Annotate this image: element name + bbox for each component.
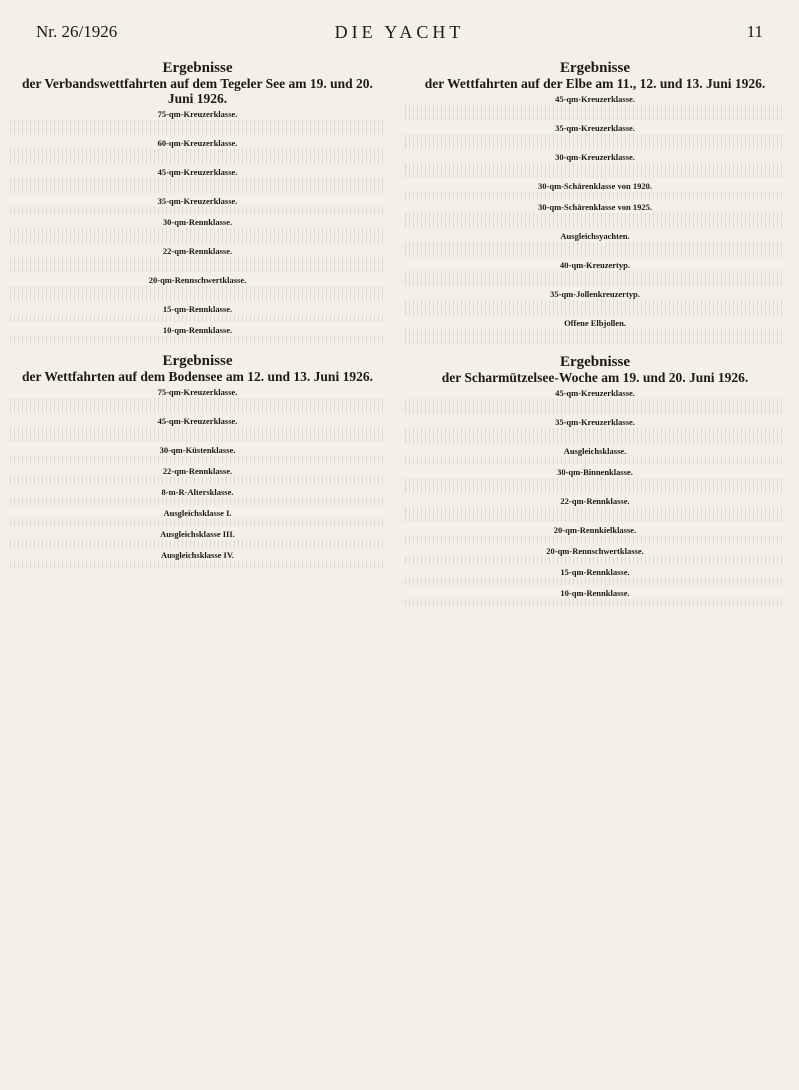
results-scharmuetzelsee: [405, 354, 785, 606]
left-column: [10, 60, 385, 578]
class-heading: Ausgleichsklasse I.: [163, 508, 232, 518]
class-heading: Ausgleichsklasse IV.: [160, 550, 235, 560]
class-heading: 8-m-R-Altersklasse.: [161, 487, 234, 497]
section-subtitle: der Scharmützelsee-Woche am 19. und 20. Juni 1926.: [441, 370, 749, 385]
class-heading: 30-qm-Schärenklasse von 1920.: [538, 181, 652, 191]
class-heading: 35-qm-Kreuzerklasse.: [555, 417, 635, 427]
class-heading: 60-qm-Kreuzerklasse.: [157, 138, 238, 148]
class-heading: 30-qm-Küstenklasse.: [159, 445, 236, 455]
results-elbe: [405, 60, 785, 344]
class-heading: Ausgleichsklasse III.: [160, 529, 235, 539]
class-heading: 20-qm-Rennkielklasse.: [553, 525, 637, 535]
class-heading: 22-qm-Rennklasse.: [162, 466, 233, 476]
section-subtitle: der Verbandswettfahrten auf dem Tegeler See am 19. und 20. Juni 1926.: [22, 76, 373, 106]
class-heading: 45-qm-Kreuzerklasse.: [555, 388, 635, 398]
class-heading: 15-qm-Rennklasse.: [560, 567, 630, 577]
class-heading: 30-qm-Kreuzerklasse.: [555, 152, 635, 162]
class-heading: 10-qm-Rennklasse.: [560, 588, 630, 598]
class-heading: Ausgleichsklasse.: [563, 446, 627, 456]
page-header: [36, 22, 763, 46]
section-subtitle: der Wettfahrten auf der Elbe am 11., 12. und 13. Juni 1926.: [424, 76, 766, 91]
results-tegel: [10, 60, 385, 343]
section-title: Ergebnisse: [162, 60, 233, 76]
class-heading: 22-qm-Rennklasse.: [560, 496, 630, 506]
right-column: [405, 60, 785, 616]
class-heading: 35-qm-Kreuzerklasse.: [157, 196, 238, 206]
class-heading: 30-qm-Rennklasse.: [162, 217, 233, 227]
class-heading: Offene Elbjollen.: [564, 318, 626, 328]
class-heading: 22-qm-Rennklasse.: [162, 246, 233, 256]
issue-number: Nr. 26/1926: [36, 22, 118, 41]
class-heading: 20-qm-Rennschwertklasse.: [546, 546, 644, 556]
class-heading: 75-qm-Kreuzerklasse.: [157, 387, 238, 397]
class-heading: Ausgleichsyachten.: [560, 231, 630, 241]
class-heading: 45-qm-Kreuzerklasse.: [157, 167, 238, 177]
section-title: Ergebnisse: [559, 60, 630, 76]
section-title: Ergebnisse: [559, 354, 630, 370]
class-heading: 10-qm-Rennklasse.: [162, 325, 233, 335]
class-heading: 15-qm-Rennklasse.: [162, 304, 233, 314]
magazine-title: DIE YACHT: [334, 22, 465, 42]
class-heading: 35-qm-Kreuzerklasse.: [555, 123, 635, 133]
section-subtitle: der Wettfahrten auf dem Bodensee am 12. und 13. Juni 1926.: [22, 369, 373, 384]
page-number: 11: [746, 22, 763, 41]
class-heading: 45-qm-Kreuzerklasse.: [555, 94, 635, 104]
class-heading: 40-qm-Kreuzertyp.: [560, 260, 630, 270]
section-title: Ergebnisse: [162, 353, 233, 369]
class-heading: 35-qm-Jollenkreuzertyp.: [550, 289, 640, 299]
results-bodensee: [10, 353, 385, 568]
class-heading: 45-qm-Kreuzerklasse.: [157, 416, 238, 426]
class-heading: 30-qm-Binnenklasse.: [557, 467, 633, 477]
class-heading: 30-qm-Schärenklasse von 1925.: [538, 202, 652, 212]
class-heading: 75-qm-Kreuzerklasse.: [157, 109, 238, 119]
class-heading: 20-qm-Rennschwertklasse.: [148, 275, 247, 285]
